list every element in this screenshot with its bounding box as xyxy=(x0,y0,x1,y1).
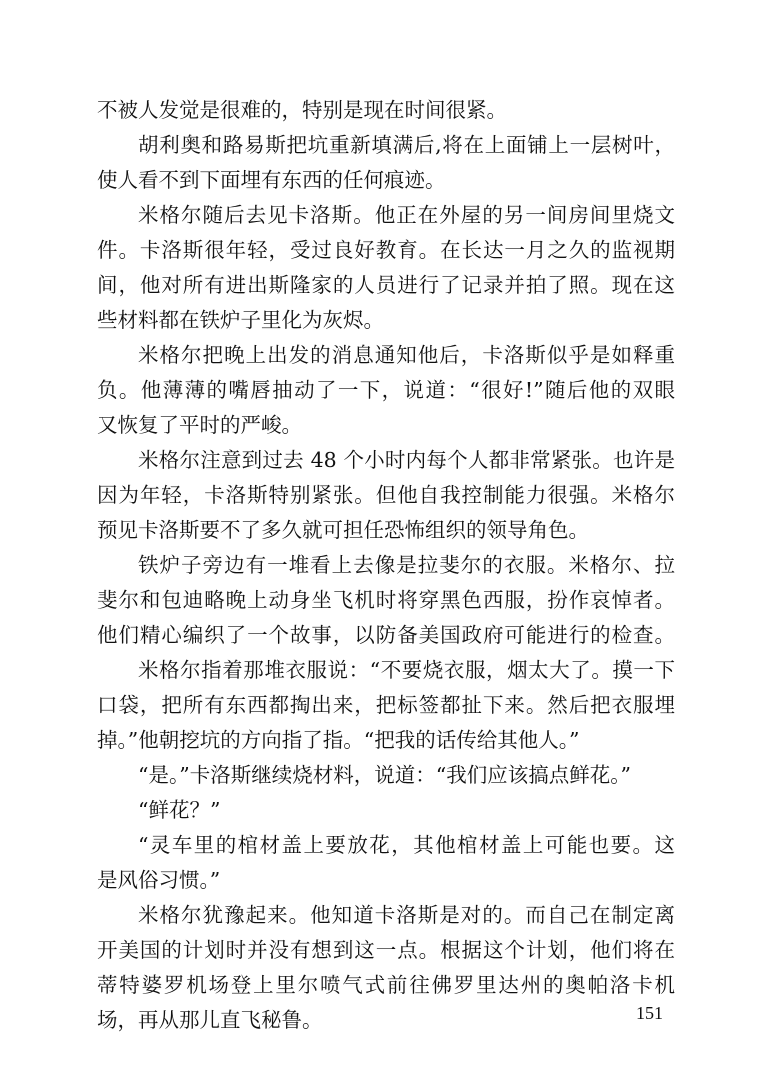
text-line: 负。他薄薄的嘴唇抽动了一下，说道：“很好!”随后他的双眼 xyxy=(97,378,675,402)
text-line: 是风俗习惯。” xyxy=(97,868,221,892)
text-line: “灵车里的棺材盖上要放花，其他棺材盖上可能也要。这 xyxy=(138,833,675,857)
text-line: 米格尔注意到过去 48 个小时内每个人都非常紧张。也许是 xyxy=(138,448,675,472)
text-line: 些材料都在铁炉子里化为灰烬。 xyxy=(97,308,384,332)
text-line: 口袋，把所有东西都掏出来，把标签都扯下来。然后把衣服埋 xyxy=(97,693,675,717)
text-line: 米格尔犹豫起来。他知道卡洛斯是对的。而自己在制定离 xyxy=(138,903,675,927)
text-line: “鲜花？” xyxy=(138,798,221,822)
text-line: 场，再从那儿直飞秘鲁。 xyxy=(97,1008,323,1032)
text-line: 胡利奥和路易斯把坑重新填满后,将在上面铺上一层树叶， xyxy=(138,133,675,157)
page-number: 151 xyxy=(636,1003,663,1023)
text-line: 铁炉子旁边有一堆看上去像是拉斐尔的衣服。米格尔、拉 xyxy=(138,553,675,577)
text-line: 因为年轻，卡洛斯特别紧张。但他自我控制能力很强。米格尔 xyxy=(97,483,675,507)
text-line: 预见卡洛斯要不了多久就可担任恐怖组织的领导角色。 xyxy=(97,518,589,542)
text-line: 又恢复了平时的严峻。 xyxy=(97,413,302,437)
text-line: 米格尔把晚上出发的消息通知他后，卡洛斯似乎是如释重 xyxy=(138,343,675,367)
text-line: 掉。”他朝挖坑的方向指了指。“把我的话传给其他人。” xyxy=(97,728,580,752)
text-line: 开美国的计划时并没有想到这一点。根据这个计划，他们将在 xyxy=(97,938,675,962)
text-line: 使人看不到下面埋有东西的任何痕迹。 xyxy=(97,168,446,192)
text-line: 米格尔随后去见卡洛斯。他正在外屋的另一间房间里烧文 xyxy=(138,203,675,227)
book-page-body xyxy=(97,93,675,1038)
text-line: 蒂特婆罗机场登上里尔喷气式前往佛罗里达州的奥帕洛卡机 xyxy=(97,973,675,997)
text-line: “是。”卡洛斯继续烧材料，说道：“我们应该搞点鲜花。” xyxy=(138,763,631,787)
text-line: 斐尔和包迪略晚上动身坐飞机时将穿黑色西服，扮作哀悼者。 xyxy=(97,588,675,612)
text-line: 件。卡洛斯很年轻，受过良好教育。在长达一月之久的监视期 xyxy=(97,238,675,262)
text-line: 米格尔指着那堆衣服说：“不要烧衣服，烟太大了。摸一下 xyxy=(138,658,675,682)
text-line: 不被人发觉是很难的，特别是现在时间很紧。 xyxy=(97,98,507,122)
text-line: 他们精心编织了一个故事，以防备美国政府可能进行的检查。 xyxy=(97,623,675,647)
text-line: 间，他对所有进出斯隆家的人员进行了记录并拍了照。现在这 xyxy=(97,273,675,297)
